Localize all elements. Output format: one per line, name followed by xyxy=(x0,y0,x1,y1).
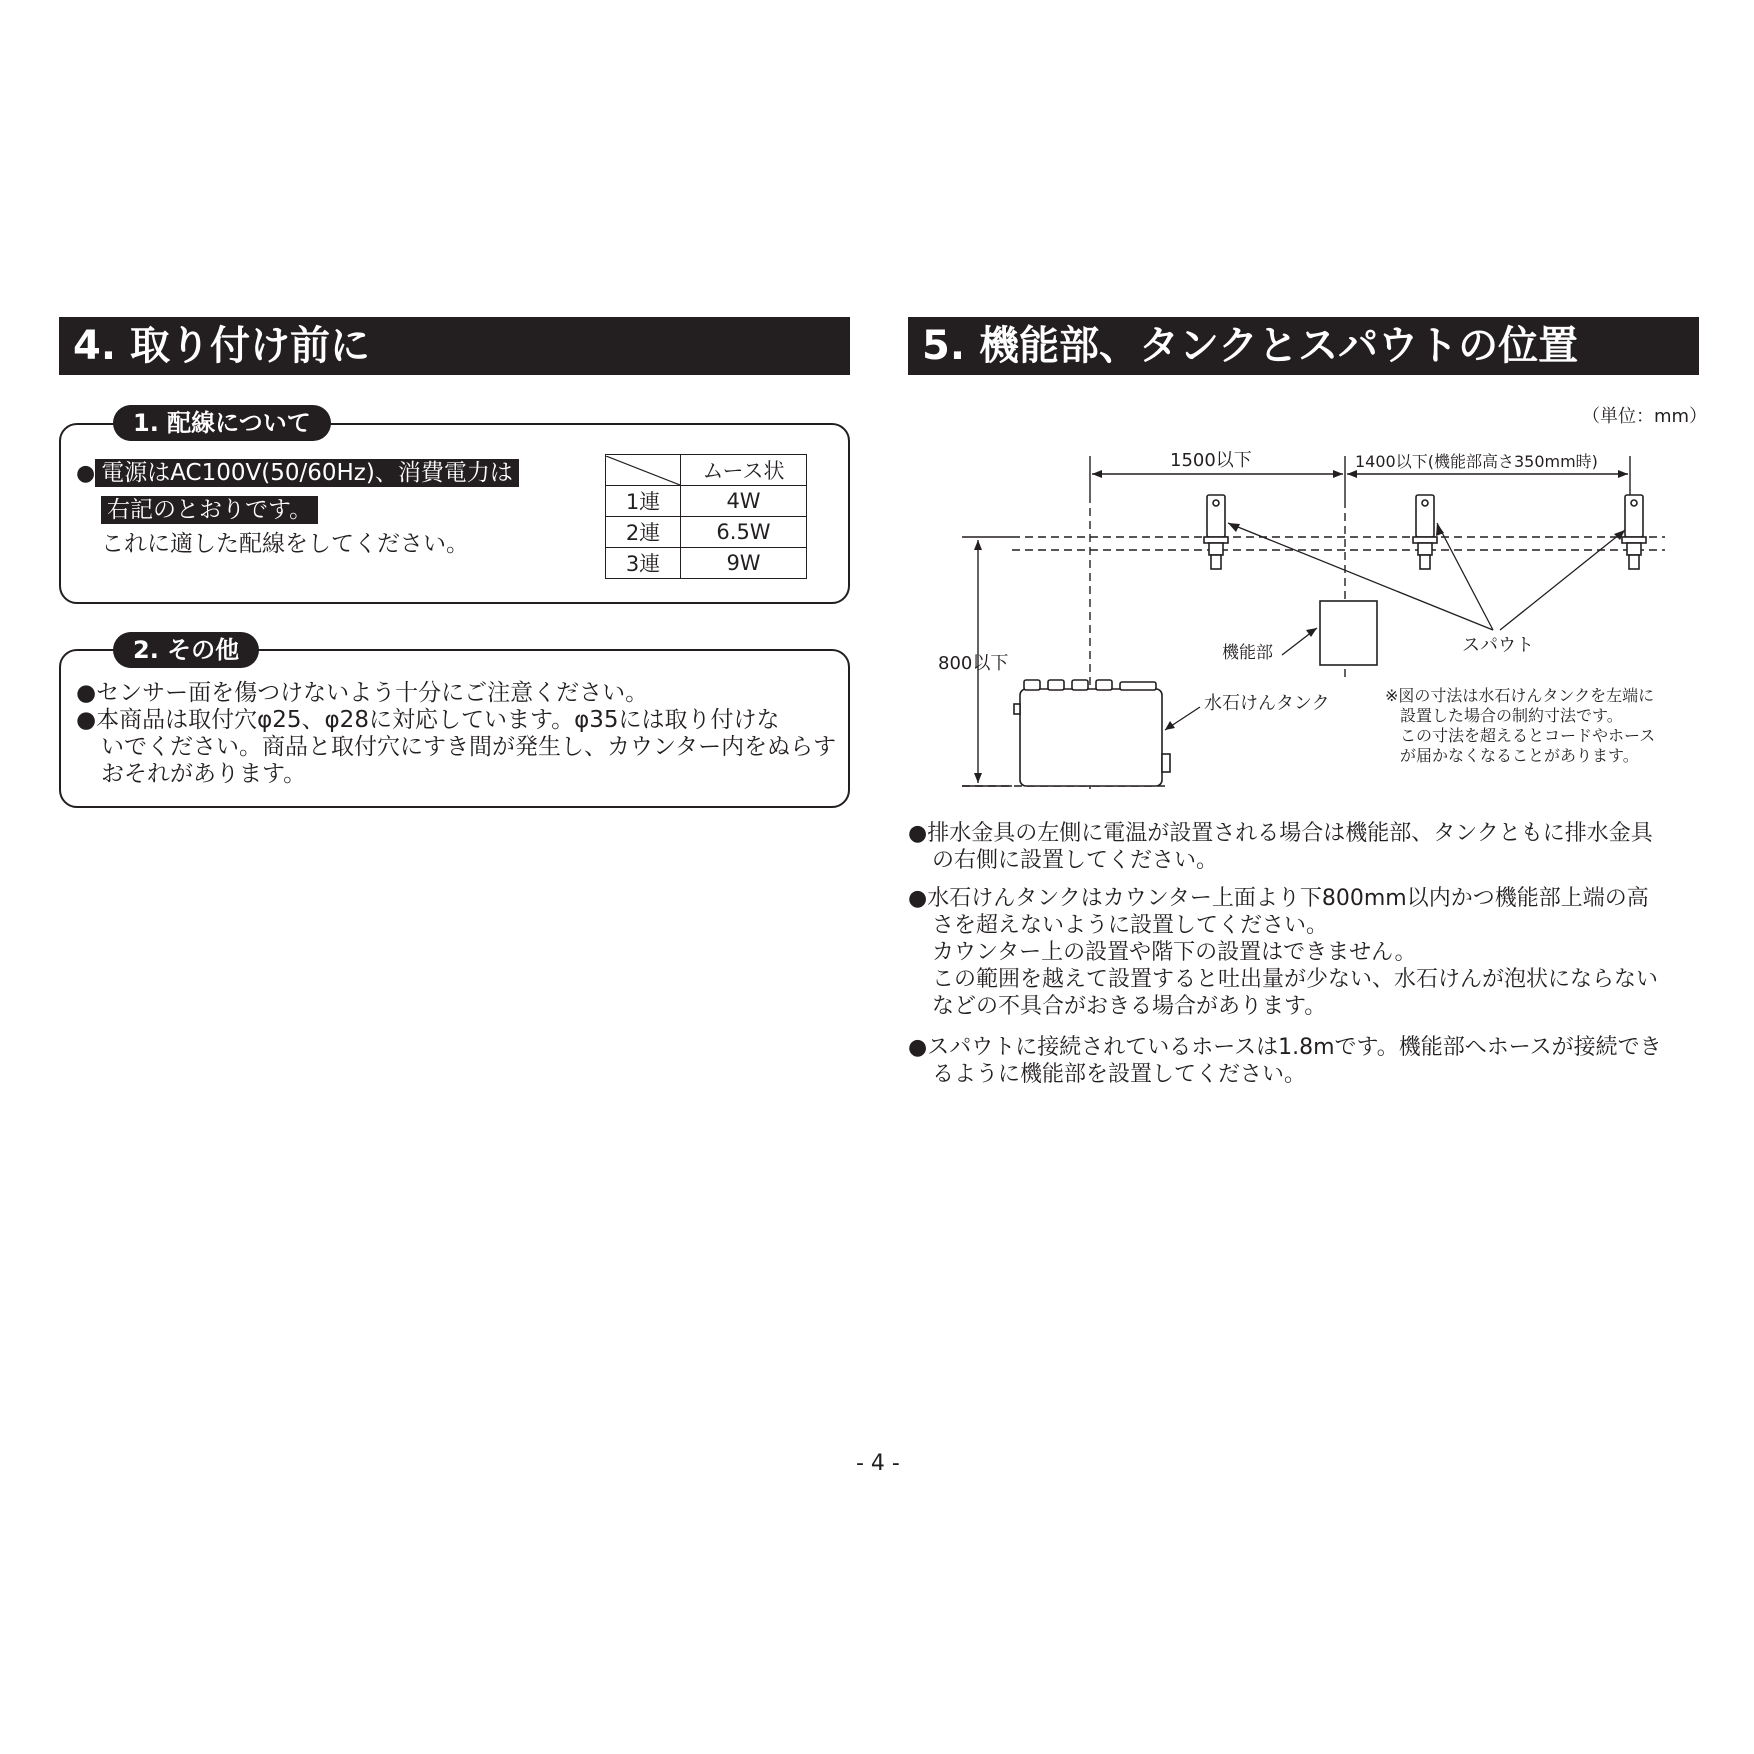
para-line: ●排水金具の左側に電温が設置される場合は機能部、タンクともに排水金具 xyxy=(908,821,1653,846)
paragraph-drain-position xyxy=(908,820,1653,874)
table-cell-label: 3連 xyxy=(606,548,681,579)
bullet: ● xyxy=(76,461,96,486)
arrowhead xyxy=(1092,470,1102,478)
other-line-1: ●センサー面を傷つけないよう十分にご注意ください。 xyxy=(76,680,649,706)
diagram-note-2: 設置した場合の制約寸法です。 xyxy=(1400,706,1623,725)
para-line: この範囲を越えて設置すると吐出量が少ない、水石けんが泡状にならない xyxy=(932,967,1659,992)
leader-spout-3 xyxy=(1500,530,1625,630)
table-cell-label: 1連 xyxy=(606,486,681,517)
leader-spout-2 xyxy=(1437,523,1493,630)
function-unit-box xyxy=(1320,601,1377,665)
dim-label-1500: 1500以下 xyxy=(1170,450,1252,471)
paragraph-hose-length xyxy=(908,1034,1662,1088)
unit-label: （単位：mm） xyxy=(1582,406,1708,427)
wiring-line-3: これに適した配線をしてください。 xyxy=(101,531,469,557)
page-number: - 4 - xyxy=(856,1451,900,1476)
label-spout: スパウト xyxy=(1462,635,1534,656)
arrowhead xyxy=(1165,721,1175,730)
other-line-2: ●本商品は取付穴φ25、φ28に対応しています。φ35には取り付けな xyxy=(76,707,780,733)
arrowhead xyxy=(1618,470,1628,478)
paragraph-tank-height xyxy=(908,885,1658,1020)
label-function-unit: 機能部 xyxy=(1222,643,1273,663)
dim-label-800: 800以下 xyxy=(938,653,1009,674)
diagram-note-1: ※図の寸法は水石けんタンクを左端に xyxy=(1385,686,1655,705)
soap-tank xyxy=(1014,680,1170,786)
diagram-note-4: が届かなくなることがあります。 xyxy=(1400,746,1639,765)
other-line-3: いでください。商品と取付穴にすき間が発生し、カウンター内をぬらす xyxy=(101,734,837,760)
para-line: の右側に設置してください。 xyxy=(932,848,1219,873)
label-soap-tank: 水石けんタンク xyxy=(1204,693,1330,714)
spout-2 xyxy=(1413,495,1437,569)
power-text-highlight-2: 右記のとおりです。 xyxy=(101,496,318,524)
table-header: ムース状 xyxy=(681,455,807,486)
para-line: るように機能部を設置してください。 xyxy=(932,1062,1307,1087)
para-line: ●スパウトに接続されているホースは1.8mです。機能部へホースが接続でき xyxy=(908,1035,1662,1060)
para-line: カウンター上の設置や階下の設置はできません。 xyxy=(932,940,1417,965)
dim-label-1400: 1400以下(機能部高さ350mm時) xyxy=(1355,452,1598,471)
para-line: ●水石けんタンクはカウンター上面より下800mm以内かつ機能部上端の高 xyxy=(908,886,1649,911)
table-cell-label: 2連 xyxy=(606,517,681,548)
arrowhead xyxy=(974,540,982,550)
table-cell-value: 9W xyxy=(681,548,807,579)
spout-1 xyxy=(1204,495,1228,569)
table-cell-value: 6.5W xyxy=(681,517,807,548)
para-line: さを超えないように設置してください。 xyxy=(932,913,1329,938)
section-header-before-install: 4. 取り付け前に xyxy=(59,317,850,375)
table-cell-value: 4W xyxy=(681,486,807,517)
diagram-note-3: この寸法を超えるとコードやホース xyxy=(1400,726,1656,745)
para-line: などの不具合がおきる場合があります。 xyxy=(932,994,1327,1019)
other-title: 2. その他 xyxy=(113,632,259,668)
wiring-title: 1. 配線について xyxy=(113,405,331,441)
arrowhead xyxy=(974,773,982,783)
section-header-positions: 5. 機能部、タンクとスパウトの位置 xyxy=(908,317,1699,375)
other-line-4: おそれがあります。 xyxy=(101,761,307,787)
power-text-highlight: 電源はAC100V(50/60Hz)、消費電力は xyxy=(95,459,519,487)
arrowhead xyxy=(1333,470,1343,478)
spout-3 xyxy=(1622,495,1646,569)
arrowhead xyxy=(1228,523,1240,532)
